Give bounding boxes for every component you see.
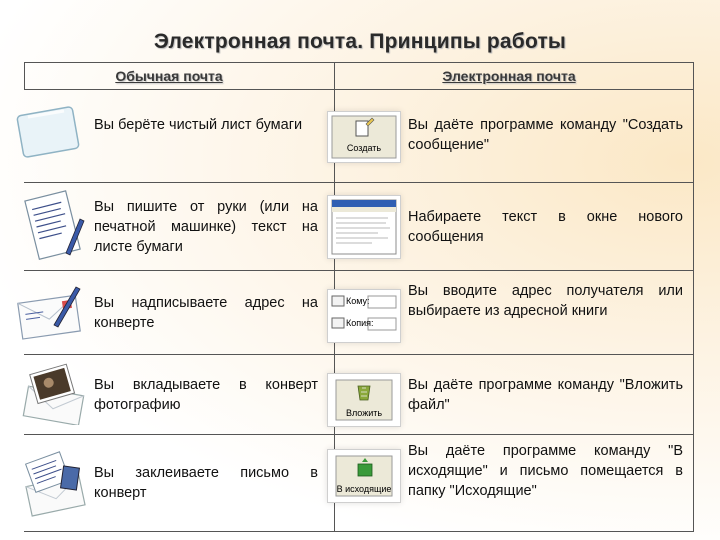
- handwritten-letter-with-pen-icon: [20, 189, 86, 265]
- row-2-ordinary-text: Вы пишите от руки (или на печатной машинке) текст на листе бумаги: [94, 199, 318, 255]
- create-button-label: Создать: [346, 143, 382, 153]
- row-divider: [24, 354, 694, 355]
- page-title: Электронная почта. Принципы работы: [153, 30, 567, 53]
- row-divider: [24, 270, 694, 271]
- row-5-ordinary-text: Вы заклеиваете письмо в конверт: [94, 465, 318, 501]
- cc-field-label: Копия:: [346, 318, 374, 328]
- create-message-button-icon: [327, 111, 401, 163]
- attach-file-button-icon: [327, 373, 401, 427]
- new-message-window-icon: [327, 195, 401, 259]
- to-field-label: Кому:: [346, 296, 370, 306]
- outbox-button-icon: [327, 449, 401, 503]
- row-divider: [24, 182, 694, 183]
- row-1-email-text: Вы даёте программе команду "Создать сообщение": [408, 117, 683, 153]
- blank-paper-sheet-icon: [14, 105, 82, 161]
- row-3-email-text: Вы вводите адрес получателя или выбираете из адресной книги: [408, 283, 683, 319]
- envelope-with-pen-icon: [14, 281, 86, 343]
- row-divider: [24, 434, 694, 435]
- row-4-ordinary-text: Вы вкладываете в конверт фотографию: [94, 377, 318, 413]
- row-3-ordinary-text: Вы надписываете адрес на конверте: [94, 295, 318, 331]
- row-4-email-text: Вы даёте программе команду "Вложить файл": [408, 377, 683, 413]
- sealed-letters-icon: [18, 451, 88, 517]
- table-right-edge: [693, 63, 694, 531]
- row-1-ordinary-text: Вы берёте чистый лист бумаги: [94, 117, 303, 133]
- comparison-table: [24, 62, 694, 532]
- row-5-email-text: Вы даёте программе команду "В исходящие" и письмо помещается в папку "Исходящие": [408, 443, 683, 499]
- address-fields-icon: [327, 289, 401, 343]
- table-left-edge: [24, 63, 25, 89]
- outbox-button-label: В исходящие: [336, 484, 392, 494]
- column-header-ordinary: Обычная почта: [115, 68, 223, 84]
- row-2-email-text: Набираете текст в окне нового сообщения: [408, 209, 683, 245]
- row-divider: [24, 89, 694, 90]
- attach-button-label: Вложить: [345, 408, 383, 418]
- envelope-with-photo-icon: [20, 363, 90, 425]
- column-header-email: Электронная почта: [442, 68, 576, 84]
